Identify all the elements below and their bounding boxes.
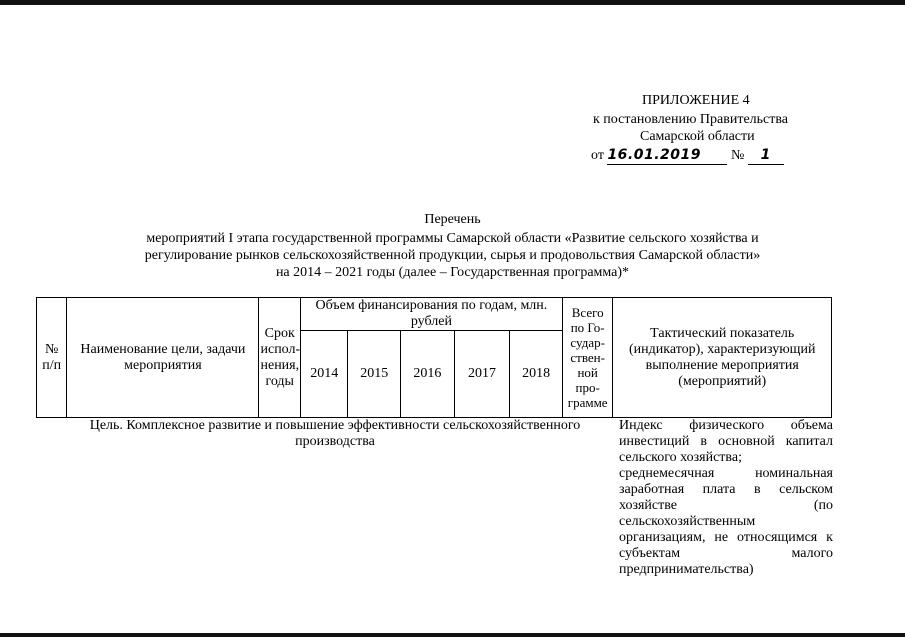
- scan-top-border: [0, 0, 905, 5]
- scan-bottom-border: [0, 633, 905, 637]
- year-2016: 2016: [401, 331, 455, 418]
- header-financing: Объем финансирования по годам, млн. рублей: [300, 298, 562, 331]
- indicator-text: [619, 418, 833, 578]
- header-term: Срок испол-нения, годы: [259, 298, 300, 418]
- document-title: Перечень: [424, 212, 481, 227]
- title-line-3: на 2014 – 2021 годы (далее – Государственная программа)*: [275, 265, 630, 280]
- date-field: [607, 147, 727, 165]
- measures-table: [36, 297, 832, 418]
- handwritten-number: 1: [760, 147, 771, 163]
- goal-line-2: производства: [295, 434, 375, 449]
- year-2017: 2017: [454, 331, 510, 418]
- title-line-1: мероприятий I этапа государственной программы Самарской области «Развитие сельского хозяйства и: [146, 231, 759, 246]
- year-2018: 2018: [510, 331, 563, 418]
- header-indicator: Тактический показатель (индикатор), характеризующий выполнение мероприятия (мероприятий): [613, 298, 832, 418]
- number-label: №: [730, 148, 745, 163]
- header-name: Наименование цели, задачи мероприятия: [67, 298, 259, 418]
- header-total: Всего по Го-судар-ствен-ной про-грамме: [562, 298, 613, 418]
- appendix-title: ПРИЛОЖЕНИЕ 4: [642, 93, 750, 108]
- indicator-item-1: Индекс физического объема инвестиций в основной капитал сельского хозяйства;: [619, 418, 833, 465]
- indicator-item-2: среднемесячная номинальная заработная плата в сельском хозяйстве (по сельскохозяйственным организациям, не относящимся к субъектам малого предпринимательства): [619, 466, 833, 577]
- goal-line-1: Цель. Комплексное развитие и повышение эффективности сельскохозяйственного: [89, 418, 581, 433]
- year-2014: 2014: [300, 331, 348, 418]
- from-label: от: [591, 148, 604, 163]
- handwritten-date: 16.01.2019: [607, 147, 702, 163]
- goal-text: [66, 418, 604, 450]
- title-line-2: регулирование рынков сельскохозяйственной продукции, сырья и продовольствия Самарской области»: [144, 248, 761, 263]
- year-2015: 2015: [348, 331, 401, 418]
- header-number: № п/п: [37, 298, 67, 418]
- appendix-region: Самарской области: [640, 129, 755, 144]
- number-field: [748, 147, 784, 165]
- appendix-resolution: к постановлению Правительства: [593, 112, 789, 127]
- appendix-date-line: [591, 147, 784, 165]
